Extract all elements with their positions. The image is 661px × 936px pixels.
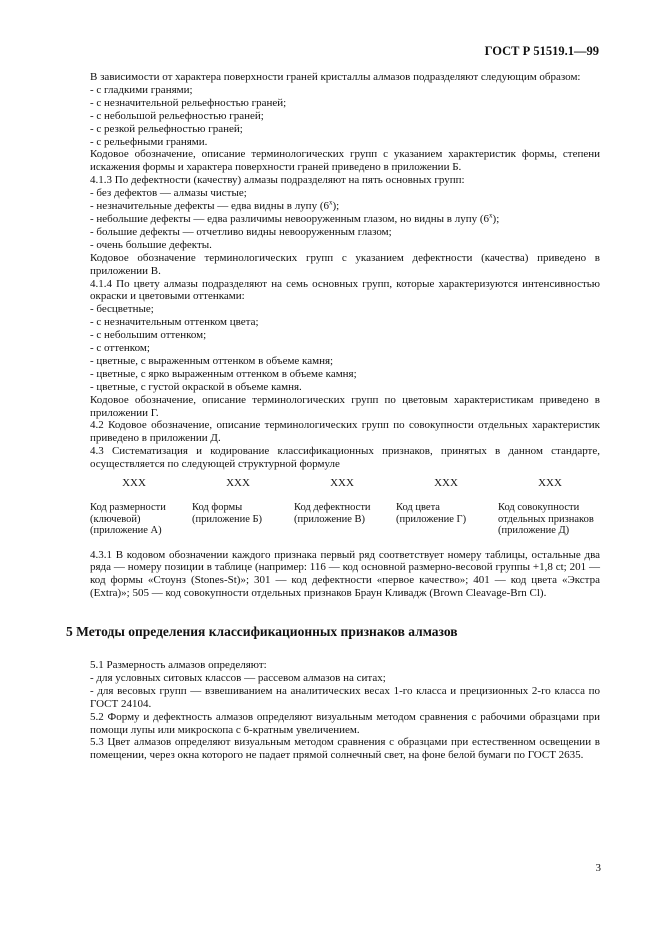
paragraph: В зависимости от характера поверхности граней кристаллы алмазов подразделяют следующим образом:: [90, 71, 581, 83]
formula-desc: Код размерности (ключевой) (приложение А): [90, 502, 166, 536]
list-item: - цветные, с ярко выраженным оттенком в объеме камня;: [90, 367, 357, 380]
page-header: ГОСТ Р 51519.1—99: [484, 44, 599, 58]
formula-code: XXX: [226, 477, 250, 490]
formula-code: XXX: [434, 477, 458, 490]
list-item: - очень большие дефекты.: [90, 238, 212, 251]
paragraph: 4.1.4 По цвету алмазы подразделяют на семь основных групп, которые характеризуются интенсивностью окраски и цветовыми оттенками:: [90, 277, 600, 303]
list-item: - с оттенком;: [90, 342, 150, 355]
paragraph: Кодовое обозначение терминологических групп с указанием дефектности (качества) приведено в приложении В.: [90, 251, 600, 277]
paragraph: 4.3.1 В кодовом обозначении каждого признака первый ряд соответствует номеру таблицы, остальные два ряда — номеру позиции в таблице (например: 116 — код основной размерно-весовой группы +1,8 ct; 201 — код формы «Стоунз (Stones-St)»; 301 — код дефектности «первое качество»; 401 — код цвета «Экстра (Extra)»; 505 — код совокупности отдельных признаков Браун Кливадж (Brown Cleavage-Brn Cl).: [90, 548, 600, 600]
list-item: - с небольшой рельефностью граней;: [90, 109, 264, 122]
list-item: - с резкой рельефностью граней;: [90, 122, 243, 135]
list-item: - бесцветные;: [90, 303, 154, 316]
paragraph: 4.3 Систематизация и кодирование классификационных признаков, принятых в данном стандарте, осуществляется по следующей структурной формуле: [90, 445, 600, 471]
list-item: - с незначительным оттенком цвета;: [90, 316, 259, 329]
list-item: - цветные, с густой окраской в объеме камня.: [90, 380, 302, 393]
formula-desc: Код цвета (приложение Г): [396, 502, 467, 525]
list-item: - большие дефекты — отчетливо видны невооруженным глазом;: [90, 225, 392, 238]
paragraph: 5.2 Форму и дефектность алмазов определяют визуальным методом сравнения с рабочими образцами при помощи лупы или микроскопа с 6-кратным увеличением.: [90, 710, 600, 736]
list-item: - без дефектов — алмазы чистые;: [90, 187, 247, 200]
formula-code: XXX: [122, 477, 146, 490]
list-item: - с небольшим оттенком;: [90, 329, 207, 342]
list-item: - для весовых групп — взвешиванием на аналитических весах 1-го класса и прецизионных 2-го класса по ГОСТ 24104.: [90, 684, 600, 710]
formula-desc: Код совокупности отдельных признаков (приложение Д): [498, 502, 594, 536]
paragraph: Кодовое обозначение, описание терминологических групп с указанием характеристик формы, степени искажения формы и характера поверхности граней приведено в приложении Б.: [90, 148, 600, 174]
list-item: - с незначительной рельефностью граней;: [90, 96, 287, 109]
list-item: - цветные, с выраженным оттенком в объеме камня;: [90, 354, 334, 367]
page-number: 3: [595, 862, 601, 874]
formula-desc: Код формы (приложение Б): [192, 502, 263, 525]
formula-codes: [90, 477, 600, 490]
list-item: - незначительные дефекты — едва видны в лупу (6$^x$);: [90, 198, 340, 213]
list-item: - небольшие дефекты — едва различимы невооруженным глазом, но видны в лупу (6$^x$);: [90, 211, 500, 225]
formula-code: XXX: [538, 477, 562, 490]
formula-desc: Код дефектности (приложение В): [294, 502, 371, 525]
paragraph: 5.1 Размерность алмазов определяют:: [90, 659, 267, 672]
formula-descriptions: [90, 502, 600, 537]
paragraph: Кодовое обозначение, описание терминологических групп по цветовым характеристикам приведено в приложении Г.: [90, 393, 600, 419]
page-body: [66, 71, 600, 762]
list-item: - с рельефными гранями.: [90, 135, 208, 148]
list-item: - с гладкими гранями;: [90, 83, 193, 96]
paragraph: 4.2 Кодовое обозначение, описание терминологических групп по совокупности отдельных характеристик приведено в приложении Д.: [90, 419, 600, 445]
paragraph: 4.1.3 По дефектности (качеству) алмазы подразделяют на пять основных групп:: [90, 174, 465, 187]
formula-code: XXX: [330, 477, 354, 490]
paragraph: 5.3 Цвет алмазов определяют визуальным методом сравнения с образцами при естественном освещении в помещении, через окна которого не падает прямой солнечный свет, на фоне белой бумаги по ГОСТ 2635.: [90, 736, 600, 762]
list-item: - для условных ситовых классов — рассевом алмазов на ситах;: [90, 671, 386, 684]
section-heading: 5 Методы определения классификационных признаков алмазов: [66, 624, 458, 640]
